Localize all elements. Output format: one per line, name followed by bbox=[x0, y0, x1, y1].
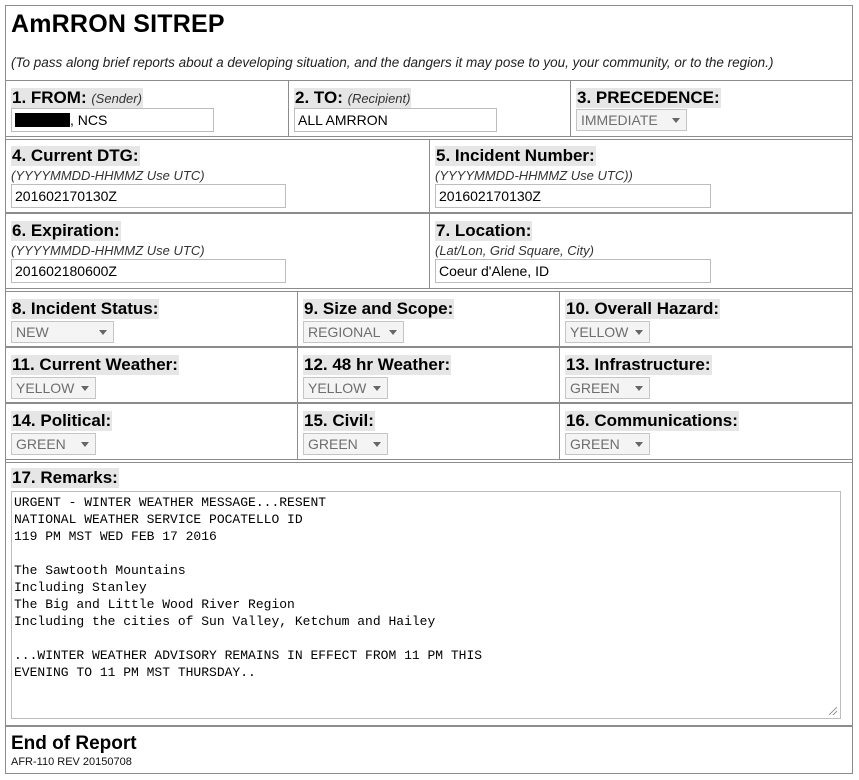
overall-hazard-select[interactable] bbox=[565, 321, 650, 343]
remarks-textarea[interactable] bbox=[11, 491, 841, 719]
chevron-down-icon bbox=[635, 442, 643, 447]
incident-status-value: NEW bbox=[16, 324, 49, 340]
infrastructure-select[interactable] bbox=[565, 377, 650, 399]
precedence-value: IMMEDIATE bbox=[581, 112, 658, 128]
form-revision-id: AFR-110 REV 20150708 bbox=[11, 756, 132, 768]
incident-status-select[interactable] bbox=[11, 321, 114, 343]
weather-48hr-label: 12. 48 hr Weather: bbox=[304, 355, 451, 374]
chevron-down-icon bbox=[81, 442, 89, 447]
weather-48hr-value: YELLOW bbox=[308, 380, 367, 396]
expiration-hint: (YYYYMMDD-HHMMZ Use UTC) bbox=[11, 243, 205, 258]
remarks-text: URGENT - WINTER WEATHER MESSAGE...RESENT NATIONAL WEATHER SERVICE POCATELLO ID 119 PM MST WED FEB 17 2016 The Sawtooth Mountains Including Stanley The Big and Little Wood River Region Including the cities of Sun Valley, Ketchum and Hailey ...WINTER WEATHER ADVISORY REMAINS IN EFFECT FROM 11 PM THIS EVENING TO 11 PM MST THURSDAY.. bbox=[14, 495, 483, 680]
remarks-label: 17. Remarks: bbox=[12, 468, 118, 487]
redacted-callsign bbox=[15, 113, 70, 127]
overall-hazard-value: YELLOW bbox=[570, 324, 629, 340]
chevron-down-icon bbox=[373, 442, 381, 447]
infrastructure-value: GREEN bbox=[570, 380, 620, 396]
communications-label: 16. Communications: bbox=[566, 411, 738, 430]
overall-hazard-label: 10. Overall Hazard: bbox=[566, 299, 720, 318]
current-weather-value: YELLOW bbox=[16, 380, 75, 396]
expiration-label: 6. Expiration: bbox=[12, 221, 120, 240]
location-label: 7. Location: bbox=[436, 221, 532, 240]
incident-status-label: 8. Incident Status: bbox=[12, 299, 159, 318]
from-hint: (Sender) bbox=[91, 91, 142, 106]
communications-value: GREEN bbox=[570, 436, 620, 452]
expiration-input[interactable]: 201602180600Z bbox=[11, 259, 286, 283]
political-select[interactable] bbox=[11, 433, 96, 455]
size-scope-label: 9. Size and Scope: bbox=[304, 299, 454, 318]
current-weather-label: 11. Current Weather: bbox=[12, 355, 178, 374]
size-scope-select[interactable] bbox=[303, 321, 404, 343]
location-hint: (Lat/Lon, Grid Square, City) bbox=[435, 243, 594, 258]
form-title: AmRRON SITREP bbox=[11, 10, 225, 38]
civil-select[interactable] bbox=[303, 433, 388, 455]
from-input[interactable] bbox=[11, 108, 214, 132]
chevron-down-icon bbox=[81, 386, 89, 391]
dtg-hint: (YYYYMMDD-HHMMZ Use UTC) bbox=[11, 168, 205, 183]
from-value: , NCS bbox=[70, 112, 108, 128]
chevron-down-icon bbox=[635, 330, 643, 335]
political-value: GREEN bbox=[16, 436, 66, 452]
political-label: 14. Political: bbox=[12, 411, 112, 430]
civil-label: 15. Civil: bbox=[304, 411, 374, 430]
dtg-input[interactable]: 201602170130Z bbox=[11, 184, 286, 208]
chevron-down-icon bbox=[99, 330, 107, 335]
end-of-report-title: End of Report bbox=[11, 733, 137, 754]
precedence-select[interactable] bbox=[576, 109, 687, 131]
chevron-down-icon bbox=[389, 330, 397, 335]
incident-number-hint: (YYYYMMDD-HHMMZ Use UTC)) bbox=[435, 168, 633, 183]
form-subtitle: (To pass along brief reports about a developing situation, and the dangers it may pose to you, your community, or to the region.) bbox=[11, 55, 774, 70]
weather-48hr-select[interactable] bbox=[303, 377, 388, 399]
chevron-down-icon bbox=[672, 118, 680, 123]
to-hint: (Recipient) bbox=[347, 91, 411, 106]
incident-number-label: 5. Incident Number: bbox=[436, 146, 595, 165]
current-weather-select[interactable] bbox=[11, 377, 96, 399]
precedence-label: 3. PRECEDENCE: bbox=[577, 88, 720, 107]
to-label: 2. TO: (Recipient) bbox=[295, 88, 411, 107]
chevron-down-icon bbox=[635, 386, 643, 391]
from-label: 1. FROM: (Sender) bbox=[12, 88, 142, 107]
civil-value: GREEN bbox=[308, 436, 358, 452]
resize-grip-icon[interactable] bbox=[829, 707, 837, 715]
location-input[interactable]: Coeur d'Alene, ID bbox=[435, 259, 711, 283]
size-scope-value: REGIONAL bbox=[308, 324, 381, 340]
chevron-down-icon bbox=[373, 386, 381, 391]
communications-select[interactable] bbox=[565, 433, 650, 455]
to-input[interactable]: ALL AMRRON bbox=[294, 108, 497, 132]
incident-number-input[interactable]: 201602170130Z bbox=[435, 184, 711, 208]
dtg-label: 4. Current DTG: bbox=[12, 146, 139, 165]
infrastructure-label: 13. Infrastructure: bbox=[566, 355, 711, 374]
